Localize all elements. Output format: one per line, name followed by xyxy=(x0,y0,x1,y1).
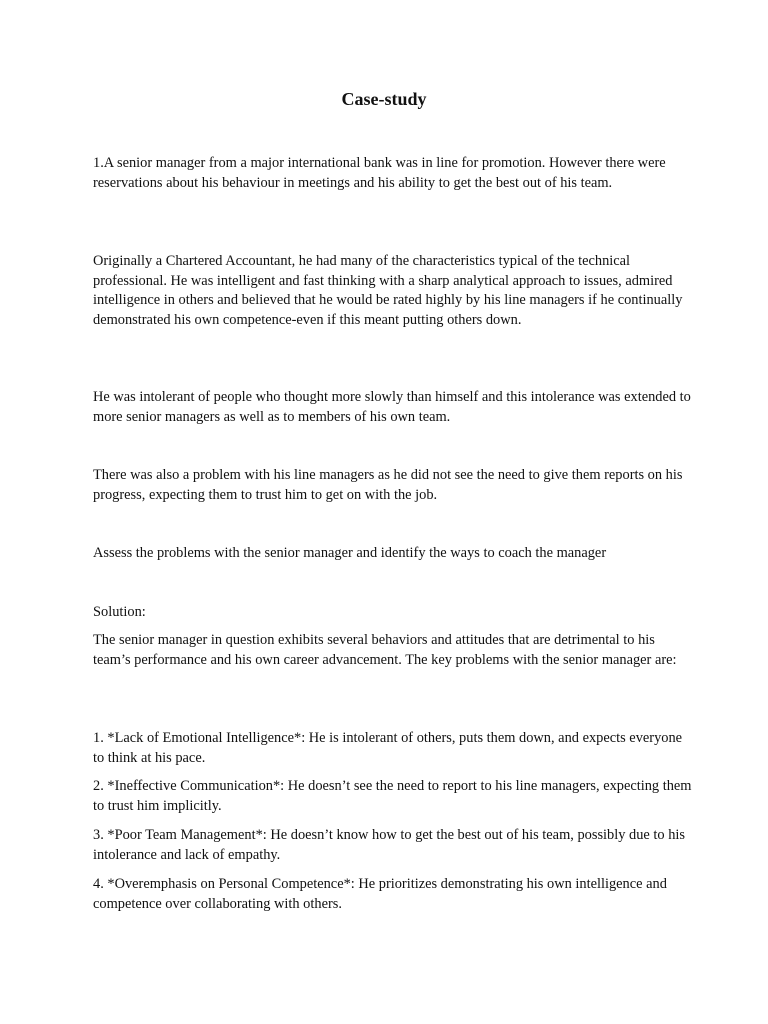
paragraph-reporting: There was also a problem with his line managers as he did not see the need to give them reports on his progress, expecting them to trust him to get on with the job. xyxy=(93,467,683,503)
paragraph-background: Originally a Chartered Accountant, he had many of the characteristics typical of the technical professional. He was intelligent and fast thinking with a sharp analytical approach to issues, admired intelligence in others and believed that he would be rated highly by his line managers if he continually demonstrated his own competence-even if this meant putting others down. xyxy=(93,253,683,328)
list-item: 4. *Overemphasis on Personal Competence*: He prioritizes demonstrating his own intelligence and competence over collaborating with others. xyxy=(93,876,667,912)
solution-label: Solution: xyxy=(93,604,146,620)
paragraph-task: Assess the problems with the senior manager and identify the ways to coach the manager xyxy=(93,545,607,561)
document-title: Case-study xyxy=(341,89,427,109)
paragraph-intolerance: He was intolerant of people who thought more slowly than himself and this intolerance was extended to more senior managers as well as to members of his own team. xyxy=(93,389,691,425)
paragraph-solution-intro: The senior manager in question exhibits several behaviors and attitudes that are detrimental to his team’s performance and his own career advancement. The key problems with the senior manager are: xyxy=(93,632,677,668)
list-item: 1. *Lack of Emotional Intelligence*: He is intolerant of others, puts them down, and expects everyone to think at his pace. xyxy=(93,730,683,766)
list-item: 2. *Ineffective Communication*: He doesn’t see the need to report to his line managers, expecting them to trust him implicitly. xyxy=(93,778,692,814)
paragraph-intro: 1.A senior manager from a major international bank was in line for promotion. However there were reservations about his behaviour in meetings and his ability to get the best out of his team. xyxy=(93,155,666,191)
list-item: 3. *Poor Team Management*: He doesn’t know how to get the best out of his team, possibly due to his intolerance and lack of empathy. xyxy=(93,827,685,863)
